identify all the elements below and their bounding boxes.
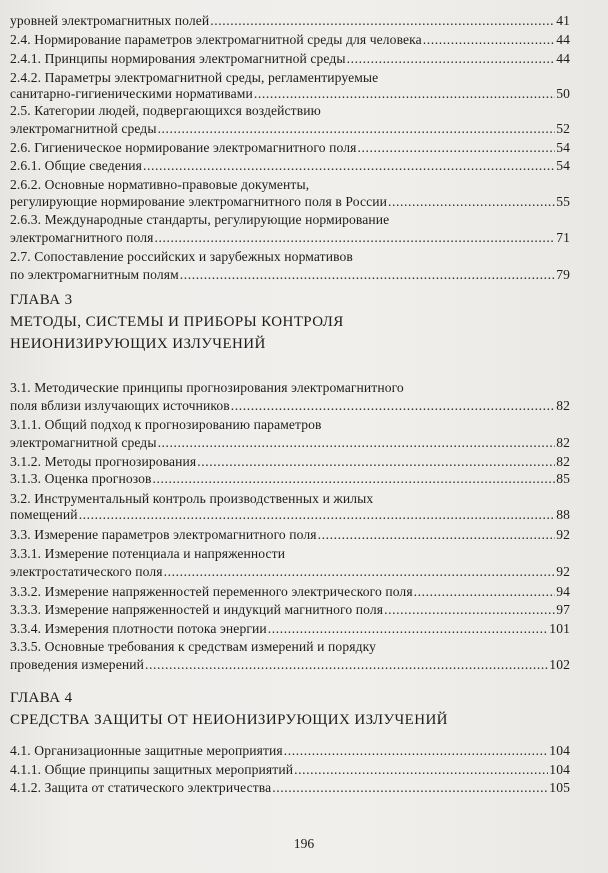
toc-entry-title: 3.1.2. Методы прогнозирования <box>10 454 197 469</box>
toc-entry <box>10 176 570 194</box>
dot-leader <box>423 31 555 49</box>
toc-entry-title: по электромагнитным полям <box>10 267 179 282</box>
toc-entry-page: 94 <box>556 584 570 599</box>
toc-entry-title: 3.2. Инструментальный контроль производственных и жилых <box>10 491 374 506</box>
dot-leader <box>294 761 548 779</box>
toc-entry-title: 3.3.1. Измерение потенциала и напряженности <box>10 546 286 561</box>
toc-entry-page: 50 <box>556 86 570 101</box>
toc-entry <box>10 434 570 452</box>
dot-leader <box>358 139 556 157</box>
toc-entry <box>10 620 570 638</box>
toc-entry-title: электростатического поля <box>10 564 163 579</box>
dot-leader <box>231 397 555 415</box>
toc-entry <box>10 526 570 544</box>
toc-entry-page: 44 <box>556 51 570 66</box>
dot-leader <box>180 266 555 284</box>
dot-leader <box>284 742 549 760</box>
dot-leader <box>388 193 555 211</box>
toc-entry <box>10 416 570 434</box>
page-number: 196 <box>293 836 315 851</box>
toc-entry <box>10 742 570 760</box>
chapter-3-label: ГЛАВА 3 <box>10 292 73 308</box>
toc-entry-page: 85 <box>556 471 570 486</box>
toc-entry-page: 97 <box>556 602 570 617</box>
dot-leader <box>254 85 555 103</box>
toc-entry-title: 4.1.2. Защита от статического электричества <box>10 780 272 795</box>
toc-entry-title: 2.6.2. Основные нормативно-правовые документы, <box>10 177 310 192</box>
toc-entry-title: 2.6.3. Международные стандарты, регулирующие нормирование <box>10 212 390 227</box>
dot-leader <box>158 434 556 452</box>
toc-entry-page: 105 <box>549 780 570 795</box>
dot-leader <box>268 620 549 638</box>
toc-entry-title: 3.1. Методические принципы прогнозирования электромагнитного <box>10 380 404 395</box>
dot-leader <box>210 12 555 30</box>
toc-entry-title: электромагнитной среды <box>10 435 157 450</box>
toc-entry-title: 4.1. Организационные защитные мероприятия <box>10 743 283 758</box>
toc-entry-title: 3.3. Измерение параметров электромагнитного поля <box>10 527 317 542</box>
toc-entry <box>10 193 570 211</box>
toc-entry-title: проведения измерений <box>10 657 144 672</box>
toc-entry-title: 3.1.3. Оценка прогнозов <box>10 471 152 486</box>
toc-entry <box>10 211 570 229</box>
toc-entry-title: 2.4. Нормирование параметров электромагнитной среды для человека <box>10 32 422 47</box>
toc-entry <box>10 453 570 471</box>
toc-entry <box>10 761 570 779</box>
toc-entry <box>10 12 570 30</box>
dot-leader <box>153 470 556 488</box>
dot-leader <box>143 157 555 175</box>
dot-leader <box>414 583 556 601</box>
dot-leader <box>164 563 556 581</box>
toc-entry <box>10 563 570 581</box>
toc-entry <box>10 248 570 266</box>
toc-entry-page: 41 <box>556 13 570 28</box>
toc-entry-title: электромагнитного поля <box>10 230 154 245</box>
toc-entry-title: 2.6.1. Общие сведения <box>10 158 142 173</box>
dot-leader <box>197 453 555 471</box>
toc-entry-title: помещений <box>10 507 78 522</box>
dot-leader <box>155 229 556 247</box>
toc-entry <box>10 545 570 563</box>
toc-entry-page: 102 <box>549 657 570 672</box>
toc-entry <box>10 31 570 49</box>
toc-entry-page: 82 <box>556 454 570 469</box>
toc-entry-page: 92 <box>556 564 570 579</box>
dot-leader <box>347 50 556 68</box>
dot-leader <box>158 120 556 138</box>
toc-entry <box>10 120 570 138</box>
toc-entry-title: 2.5. Категории людей, подвергающихся воздействию <box>10 103 321 118</box>
toc-entry <box>10 229 570 247</box>
toc-entry-page: 101 <box>549 621 570 636</box>
toc-entry <box>10 266 570 284</box>
toc-entry <box>10 583 570 601</box>
chapter-4-label: ГЛАВА 4 <box>10 690 73 706</box>
toc-entry-page: 79 <box>556 267 570 282</box>
toc-entry-title: 3.1.1. Общий подход к прогнозированию параметров <box>10 417 322 432</box>
chapter-3-title-line-2: НЕИОНИЗИРУЮЩИХ ИЗЛУЧЕНИЙ <box>10 336 266 352</box>
toc-entry-title: регулирующие нормирование электромагнитного поля в России <box>10 194 387 209</box>
toc-entry-page: 55 <box>556 194 570 209</box>
toc-entry <box>10 85 570 103</box>
toc-entry-page: 71 <box>556 230 570 245</box>
dot-leader <box>79 506 556 524</box>
toc-entry <box>10 157 570 175</box>
toc-entry <box>10 102 570 120</box>
toc-entry <box>10 397 570 415</box>
toc-entry-page: 54 <box>556 158 570 173</box>
dot-leader <box>272 779 548 797</box>
toc-entry-page: 54 <box>556 140 570 155</box>
toc-entry-page: 104 <box>549 762 570 777</box>
toc-entry-page: 82 <box>556 435 570 450</box>
chapter-4-title: СРЕДСТВА ЗАЩИТЫ ОТ НЕИОНИЗИРУЮЩИХ ИЗЛУЧЕНИЙ <box>10 712 448 728</box>
toc-entry <box>10 379 570 397</box>
toc-entry-title: 3.3.2. Измерение напряженностей переменного электрического поля <box>10 584 413 599</box>
toc-entry-title: 2.4.1. Принципы нормирования электромагнитной среды <box>10 51 346 66</box>
toc-entry-title: уровней электромагнитных полей <box>10 13 210 28</box>
toc-entry <box>10 779 570 797</box>
toc-entry-title: 3.3.4. Измерения плотности потока энергии <box>10 621 267 636</box>
toc-entry-page: 88 <box>556 507 570 522</box>
dot-leader <box>145 656 548 674</box>
dot-leader <box>318 526 556 544</box>
toc-entry-title: 2.4.2. Параметры электромагнитной среды, регламентируемые <box>10 70 379 85</box>
toc-entry <box>10 506 570 524</box>
toc-entry-title: 3.3.5. Основные требования к средствам измерений и порядку <box>10 639 377 654</box>
toc-entry <box>10 638 570 656</box>
toc-entry-page: 104 <box>549 743 570 758</box>
toc-entry <box>10 470 570 488</box>
toc-entry-title: 2.7. Сопоставление российских и зарубежных нормативов <box>10 249 353 264</box>
toc-entry <box>10 656 570 674</box>
dot-leader <box>384 601 555 619</box>
toc-entry <box>10 139 570 157</box>
toc-entry-title: поля вблизи излучающих источников <box>10 398 230 413</box>
chapter-3-title-line-1: МЕТОДЫ, СИСТЕМЫ И ПРИБОРЫ КОНТРОЛЯ <box>10 314 344 330</box>
toc-entry-title: электромагнитной среды <box>10 121 157 136</box>
toc-entry-title: санитарно-гигиеническими нормативами <box>10 86 253 101</box>
toc-entry-title: 4.1.1. Общие принципы защитных мероприятий <box>10 762 294 777</box>
toc-entry <box>10 601 570 619</box>
toc-entry-title: 2.6. Гигиеническое нормирование электромагнитного поля <box>10 140 357 155</box>
toc-entry-page: 52 <box>556 121 570 136</box>
toc-entry-title: 3.3.3. Измерение напряженностей и индукций магнитного поля <box>10 602 384 617</box>
toc-entry-page: 92 <box>556 527 570 542</box>
toc-entry-page: 44 <box>556 32 570 47</box>
toc-entry-page: 82 <box>556 398 570 413</box>
toc-entry <box>10 50 570 68</box>
